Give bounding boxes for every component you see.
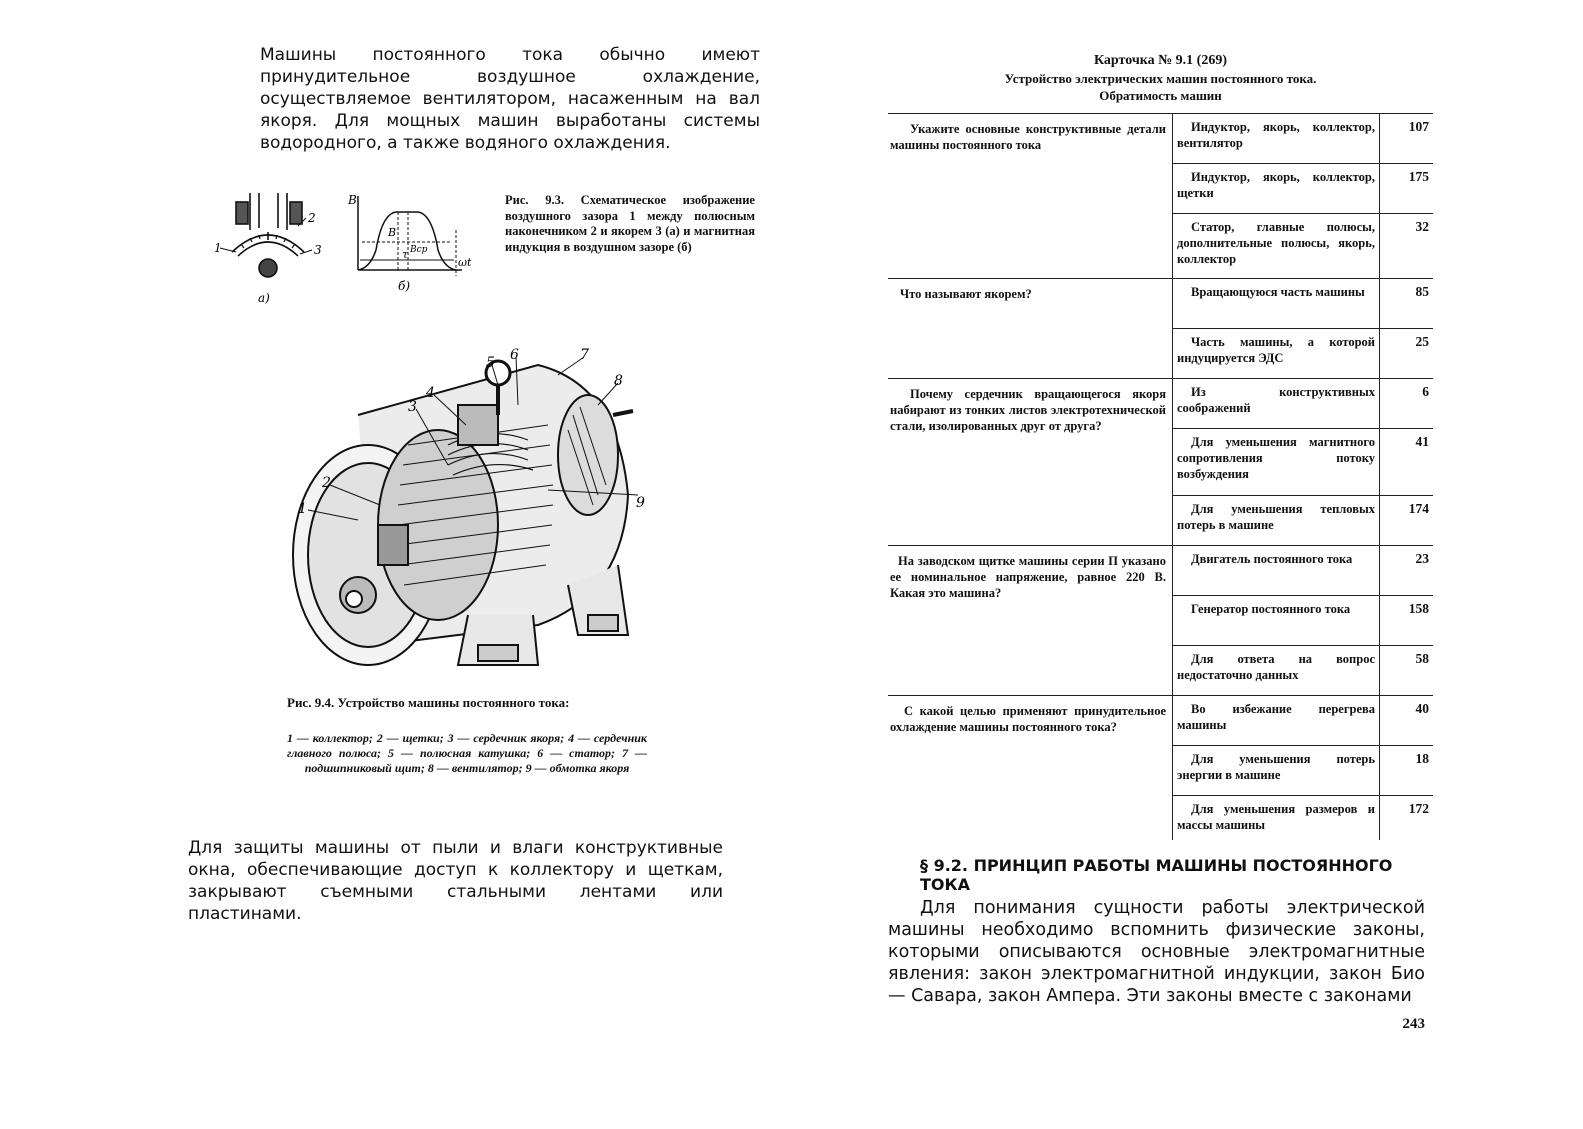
card-answer-row[interactable]: [1173, 696, 1433, 746]
card-answer-number: 41: [1379, 429, 1433, 495]
card-answer-number: 107: [1379, 114, 1433, 163]
card-question-block: [888, 279, 1433, 379]
card-question-block: [888, 379, 1433, 546]
fig93-label-3: 3: [314, 243, 322, 257]
card-answer-text: Для ответа на вопрос недостаточно данных: [1177, 652, 1375, 682]
card-answer-row[interactable]: [1173, 796, 1433, 840]
figure-9-4-caption-title: Рис. 9.4. Устройство машины постоянного тока:: [287, 695, 570, 710]
card-question-block: [888, 546, 1433, 696]
fig94-label-9: 9: [636, 495, 645, 511]
card-answer-number: 6: [1379, 379, 1433, 428]
figure-9-4-caption-body: 1 — коллектор; 2 — щетки; 3 — сердечник якоря; 4 — сердечник главного полюса; 5 — полюсная катушка; 6 — статор; 7 — подшипниковый щит; 8 — вентилятор; 9 — обмотка якоря: [287, 731, 647, 775]
card-subtitle-2: Обратимость машин: [1099, 88, 1222, 103]
fig93-label-b-mid: B: [388, 226, 397, 239]
card-subtitle-1: Устройство электрических машин постоянного тока.: [1004, 71, 1317, 86]
card-answer-text: Для уменьшения размеров и массы машины: [1177, 802, 1375, 832]
card-question-block: [888, 696, 1433, 840]
card-table: [888, 113, 1433, 840]
fig93-label-bcp: Bср: [410, 245, 428, 255]
card-answer-row[interactable]: [1173, 114, 1433, 164]
fig94-label-6: 6: [510, 347, 519, 363]
card-answer-number: 85: [1379, 279, 1433, 328]
card-question: Что называют якорем?: [900, 287, 1032, 301]
section-title: § 9.2. ПРИНЦИП РАБОТЫ МАШИНЫ ПОСТОЯННОГО ТОКА: [920, 856, 1393, 894]
figure-9-3-diagram: [212, 190, 474, 305]
card-question: На заводском щитке машины серии П указано ее номинальное напряжение, равное 220 В. Какая это машина?: [890, 554, 1166, 600]
fig93b-drawing: [358, 196, 462, 276]
card-question: Почему сердечник вращающегося якоря набирают из тонких листов электротехнической стали, изолированных друг от друга?: [890, 387, 1166, 433]
card-question-block: [888, 114, 1433, 279]
fig93-label-b: б): [398, 279, 411, 293]
card-answer-number: 25: [1379, 329, 1433, 378]
card-answer-row[interactable]: [1173, 329, 1433, 378]
figure-9-3-caption: Рис. 9.3. Схематическое изображение воздушного зазора 1 между полюсным наконечником 2 и якорем 3 (а) и магнитная индукция в воздушном зазоре (б): [505, 193, 755, 254]
right-paragraph: Для понимания сущности работы электрической машины необходимо вспомнить физические законы, которыми описываются основные электромагнитные явления: закон электромагнитной индукции, закон Био — Савара, закон Ампера. Эти законы вместе с законами: [888, 898, 1425, 1006]
card-answer-number: 58: [1379, 646, 1433, 695]
fig94-label-5: 5: [486, 355, 495, 371]
card-answer-row[interactable]: [1173, 596, 1433, 646]
card-answer-number: 40: [1379, 696, 1433, 745]
card-answer-text: Для уменьшения тепловых потерь в машине: [1177, 502, 1375, 532]
fig94-label-4: 4: [426, 385, 435, 401]
card-question: Укажите основные конструктивные детали машины постоянного тока: [890, 122, 1166, 152]
card-answer-text: Статор, главные полюсы, дополнительные полюсы, якорь, коллектор: [1177, 220, 1375, 266]
card-answer-number: 23: [1379, 546, 1433, 595]
card-answer-row[interactable]: [1173, 746, 1433, 796]
page-number: 243: [1402, 1016, 1425, 1032]
card-answer-text: Для уменьшения потерь энергии в машине: [1177, 752, 1375, 782]
card-answer-text: Индуктор, якорь, коллектор, щетки: [1177, 170, 1375, 200]
card-answer-number: 158: [1379, 596, 1433, 645]
card-answer-text: Для уменьшения магнитного сопротивления потоку возбуждения: [1177, 435, 1375, 481]
card-answer-text: Часть машины, а которой индуцируется ЭДС: [1177, 335, 1375, 365]
card-answer-row[interactable]: [1173, 646, 1433, 695]
card-answer-row[interactable]: [1173, 279, 1433, 329]
card-answer-number: 174: [1379, 496, 1433, 545]
left-paragraph-2: Для защиты машины от пыли и влаги конструктивные окна, обеспечивающие доступ к коллектору и щеткам, закрывают съемными стальными лентами или пластинами.: [188, 838, 723, 924]
card-answer-row[interactable]: [1173, 496, 1433, 545]
card-answer-row[interactable]: [1173, 214, 1433, 278]
card-answer-number: 172: [1379, 796, 1433, 840]
fig94-label-2: 2: [322, 475, 331, 491]
card-answer-text: Двигатель постоянного тока: [1191, 552, 1353, 566]
card-title: Карточка № 9.1 (269): [1093, 53, 1228, 68]
card-answer-row[interactable]: [1173, 379, 1433, 429]
card-answer-text: Во избежание перегрева машины: [1177, 702, 1375, 732]
card-answer-row[interactable]: [1173, 429, 1433, 496]
card-answer-row[interactable]: [1173, 164, 1433, 214]
fig94-label-7: 7: [580, 347, 589, 363]
figure-9-4-machine-illustration: [288, 345, 648, 685]
fig93a-drawing: [220, 193, 312, 277]
card-answer-text: Из конструктивных соображений: [1177, 385, 1375, 415]
fig93-axis-b: B: [348, 193, 357, 207]
fig94-label-1: 1: [298, 501, 307, 517]
fig93-axis-wt: ωt: [458, 256, 472, 269]
card-answer-row[interactable]: [1173, 546, 1433, 596]
left-paragraph-1: Машины постоянного тока обычно имеют принудительное воздушное охлаждение, осуществляемое вентилятором, насаженным на вал якоря. Для мощных машин выработаны системы водородного, а также водяного охлаждения.: [260, 45, 760, 153]
card-answer-number: 32: [1379, 214, 1433, 278]
card-answer-text: Генератор постоянного тока: [1191, 602, 1351, 616]
card-question: С какой целью применяют принудительное охлаждение машины постоянного тока?: [890, 704, 1166, 734]
fig94-label-3: 3: [408, 399, 417, 415]
card-answer-number: 18: [1379, 746, 1433, 795]
fig93-label-tau: τ: [402, 248, 409, 261]
fig93-label-1: 1: [214, 241, 222, 255]
fig93-label-a: а): [258, 291, 270, 305]
fig94-label-8: 8: [614, 373, 623, 389]
card-answer-number: 175: [1379, 164, 1433, 213]
fig93-label-2: 2: [308, 211, 316, 225]
card-answer-text: Вращающуюся часть машины: [1191, 285, 1365, 299]
card-answer-text: Индуктор, якорь, коллектор, вентилятор: [1177, 120, 1375, 150]
